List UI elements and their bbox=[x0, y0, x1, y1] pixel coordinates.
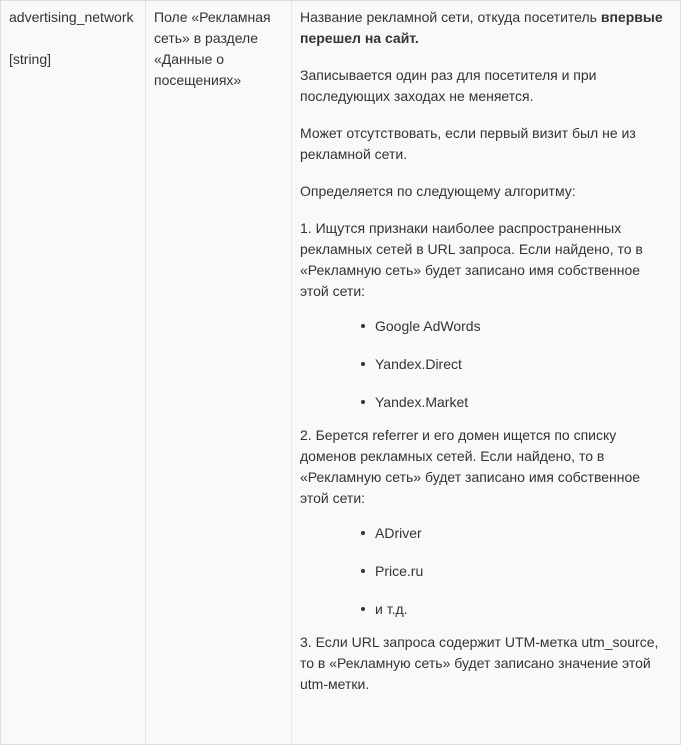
bullet-icon bbox=[361, 400, 365, 404]
list-item bbox=[361, 523, 670, 544]
list-item-label: ADriver bbox=[375, 525, 422, 541]
list-item-label: Yandex.Market bbox=[375, 394, 469, 410]
bullet-icon bbox=[361, 324, 365, 328]
field-description-cell bbox=[292, 1, 680, 744]
bullet-icon bbox=[361, 607, 365, 611]
list-item-label: Google AdWords bbox=[375, 318, 481, 334]
ad-network-list bbox=[300, 316, 670, 413]
list-item bbox=[361, 599, 670, 620]
bullet-icon bbox=[361, 362, 365, 366]
list-item-label: Price.ru bbox=[375, 563, 424, 579]
field-name-cell bbox=[1, 1, 146, 744]
algorithm-step-3: 3. Если URL запроса содержит UTM-метка utm_source, то в «Рекламную сеть» будет записано значение этой utm-метки. bbox=[300, 634, 659, 692]
bullet-icon bbox=[361, 531, 365, 535]
description-once: Записывается один раз для посетителя и при последующих заходах не меняется. bbox=[300, 67, 597, 104]
description-intro bbox=[300, 7, 670, 49]
field-source-cell bbox=[146, 1, 292, 744]
list-item bbox=[361, 561, 670, 582]
field-source: Поле «Рекламная сеть» в разделе «Данные о посещениях» bbox=[154, 9, 271, 88]
list-item bbox=[361, 392, 670, 413]
description-intro-text: Название рекламной сети, откуда посетитель bbox=[300, 9, 601, 25]
field-name: advertising_network bbox=[9, 9, 134, 25]
algorithm-step-1: 1. Ищутся признаки наиболее распространенных рекламных сетей в URL запроса. Если найдено, то в «Рекламную сеть» будет записано имя собственное этой сети: bbox=[300, 220, 643, 299]
list-item-label: Yandex.Direct bbox=[375, 356, 462, 372]
algorithm-step-2: 2. Берется referrer и его домен ищется по списку доменов рекламных сетей. Если найдено, то в «Рекламную сеть» будет записано имя собственное этой сети: bbox=[300, 427, 641, 506]
referrer-network-list bbox=[300, 523, 670, 620]
list-item-label: и т.д. bbox=[375, 601, 408, 617]
field-type: [string] bbox=[9, 51, 52, 67]
description-intro-bold: впервые перешел на сайт. bbox=[300, 9, 663, 46]
list-item bbox=[361, 316, 670, 337]
description-algorithm: Определяется по следующему алгоритму: bbox=[300, 183, 576, 199]
bullet-icon bbox=[361, 569, 365, 573]
description-absent: Может отсутствовать, если первый визит был не из рекламной сети. bbox=[300, 125, 636, 162]
list-item bbox=[361, 354, 670, 375]
